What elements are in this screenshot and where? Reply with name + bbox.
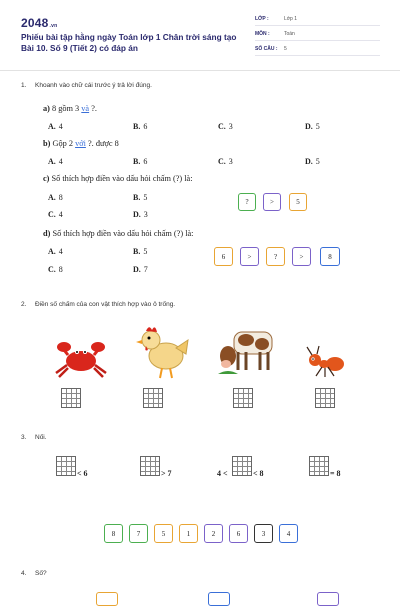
sub-text-pre: Gộp 2 xyxy=(52,139,73,148)
meta-value: Toán xyxy=(284,31,295,37)
question-2-title xyxy=(21,301,175,308)
answer-grid[interactable] xyxy=(233,388,253,408)
option-letter: B. xyxy=(133,193,141,202)
option-value: 6 xyxy=(143,122,148,131)
option-letter: C. xyxy=(48,210,56,219)
option-value: 8 xyxy=(58,193,63,202)
option-value: 4 xyxy=(58,157,63,166)
option-letter: C. xyxy=(218,122,226,131)
option-value: 3 xyxy=(228,122,233,131)
option-d[interactable] xyxy=(305,122,320,131)
question-1-title xyxy=(21,82,152,89)
meta-count xyxy=(255,44,380,56)
compare-box: ? xyxy=(238,193,256,211)
option-b[interactable] xyxy=(133,247,147,256)
cow-image xyxy=(216,320,276,380)
glossary-link[interactable]: và xyxy=(81,104,90,113)
meta-class xyxy=(255,14,380,26)
answer-grid[interactable] xyxy=(315,388,335,408)
partial-box xyxy=(96,592,118,606)
answer-grid[interactable] xyxy=(232,456,252,476)
option-value: 8 xyxy=(58,265,63,274)
option-letter: D. xyxy=(133,210,141,219)
number-tile[interactable]: 8 xyxy=(104,524,123,543)
expression-text: < 8 xyxy=(253,469,264,478)
number-tile[interactable]: 6 xyxy=(229,524,248,543)
header-divider xyxy=(0,70,400,71)
ant-image xyxy=(305,344,347,380)
option-letter: C. xyxy=(48,265,56,274)
option-c[interactable] xyxy=(48,210,63,219)
option-letter: B. xyxy=(133,122,141,131)
option-c[interactable] xyxy=(48,265,63,274)
question-number: 3. xyxy=(21,434,27,441)
option-letter: A. xyxy=(48,122,56,131)
option-a[interactable] xyxy=(48,157,63,166)
option-letter: D. xyxy=(133,265,141,274)
option-value: 5 xyxy=(143,247,148,256)
option-letter: A. xyxy=(48,193,56,202)
number-tile[interactable]: 1 xyxy=(179,524,198,543)
option-value: 7 xyxy=(143,265,148,274)
option-a[interactable] xyxy=(48,122,63,131)
answer-grid[interactable] xyxy=(56,456,76,476)
partial-box xyxy=(208,592,230,606)
partial-box xyxy=(317,592,339,606)
compare-box: 6 xyxy=(214,247,233,266)
option-letter: D. xyxy=(305,157,313,166)
question-number: 1. xyxy=(21,82,27,89)
option-value: 3 xyxy=(143,210,148,219)
meta-value: Lớp 1 xyxy=(284,16,298,22)
glossary-link[interactable]: với xyxy=(75,139,86,148)
question-text: Điền số chấm của con vật thích hợp vào ô trống. xyxy=(35,301,176,308)
option-letter: C. xyxy=(218,157,226,166)
compare-box: 5 xyxy=(289,193,307,211)
compare-box: > xyxy=(263,193,281,211)
option-letter: A. xyxy=(48,157,56,166)
question-text: Nối. xyxy=(35,434,47,441)
sub-label: b) xyxy=(43,139,51,148)
sub-text-post: ?. được 8 xyxy=(87,139,119,148)
option-c[interactable] xyxy=(218,122,233,131)
option-value: 5 xyxy=(143,193,148,202)
meta-value: 5 xyxy=(284,46,287,52)
option-letter: A. xyxy=(48,247,56,256)
question-text: Số? xyxy=(35,570,47,577)
option-a[interactable] xyxy=(48,193,63,202)
expression-text: < 6 xyxy=(77,469,88,478)
option-b[interactable] xyxy=(133,122,147,131)
question-4-title xyxy=(21,570,47,577)
option-value: 5 xyxy=(315,122,320,131)
option-d[interactable] xyxy=(305,157,320,166)
answer-grid[interactable] xyxy=(143,388,163,408)
number-tile[interactable]: 5 xyxy=(154,524,173,543)
option-c[interactable] xyxy=(218,157,233,166)
subquestion-d xyxy=(43,229,194,238)
option-a[interactable] xyxy=(48,247,63,256)
option-value: 4 xyxy=(58,210,63,219)
compare-box: > xyxy=(240,247,259,266)
site-logo[interactable] xyxy=(21,16,57,30)
compare-box: > xyxy=(292,247,311,266)
logo-text: 2048 xyxy=(21,16,49,30)
option-d[interactable] xyxy=(133,265,148,274)
sub-text-pre: 8 gồm 3 xyxy=(52,104,80,113)
sub-label: d) xyxy=(43,229,51,238)
expression-text: > 7 xyxy=(161,469,172,478)
option-value: 5 xyxy=(315,157,320,166)
number-tile[interactable]: 3 xyxy=(254,524,273,543)
question-text: Khoanh vào chữ cái trước ý trả lời đúng. xyxy=(35,82,152,89)
question-3-title xyxy=(21,434,47,441)
option-letter: B. xyxy=(133,247,141,256)
option-letter: D. xyxy=(305,122,313,131)
sub-text: Số thích hợp điền vào dấu hỏi chấm (?) là: xyxy=(51,174,193,183)
meta-key: MÔN : xyxy=(255,31,270,37)
logo-suffix: .vn xyxy=(49,23,58,29)
option-value: 4 xyxy=(58,247,63,256)
sub-label: c) xyxy=(43,174,50,183)
compare-box: 8 xyxy=(320,247,340,266)
option-d[interactable] xyxy=(133,210,148,219)
crab-image xyxy=(52,337,110,379)
compare-box: ? xyxy=(266,247,285,266)
subquestion-a xyxy=(43,104,97,113)
option-letter: B. xyxy=(133,157,141,166)
sub-text-post: ?. xyxy=(91,104,97,113)
expression-text: 4 < xyxy=(217,469,228,478)
number-tile[interactable]: 2 xyxy=(204,524,223,543)
question-number: 2. xyxy=(21,301,27,308)
sub-label: a) xyxy=(43,104,50,113)
answer-grid[interactable] xyxy=(140,456,160,476)
subquestion-c xyxy=(43,174,193,183)
page-title: Phiếu bài tập hằng ngày Toán lớp 1 Chân trời sáng tạo Bài 10. Số 9 (Tiết 2) có đáp án xyxy=(21,32,237,53)
sub-text: Số thích hợp điền vào dấu hỏi chấm (?) là: xyxy=(52,229,194,238)
meta-key: LỚP : xyxy=(255,16,269,22)
option-b[interactable] xyxy=(133,157,147,166)
answer-grid[interactable] xyxy=(309,456,329,476)
meta-key: SỐ CÂU : xyxy=(255,46,278,52)
option-value: 3 xyxy=(228,157,233,166)
number-tile[interactable]: 7 xyxy=(129,524,148,543)
chicken-image xyxy=(136,324,190,380)
subquestion-b xyxy=(43,139,119,148)
answer-grid[interactable] xyxy=(61,388,81,408)
question-number: 4. xyxy=(21,570,27,577)
expression-text: = 8 xyxy=(330,469,341,478)
meta-subject xyxy=(255,29,380,41)
number-tile[interactable]: 4 xyxy=(279,524,298,543)
option-b[interactable] xyxy=(133,193,147,202)
option-value: 6 xyxy=(143,157,148,166)
option-value: 4 xyxy=(58,122,63,131)
worksheet-header xyxy=(0,0,400,68)
